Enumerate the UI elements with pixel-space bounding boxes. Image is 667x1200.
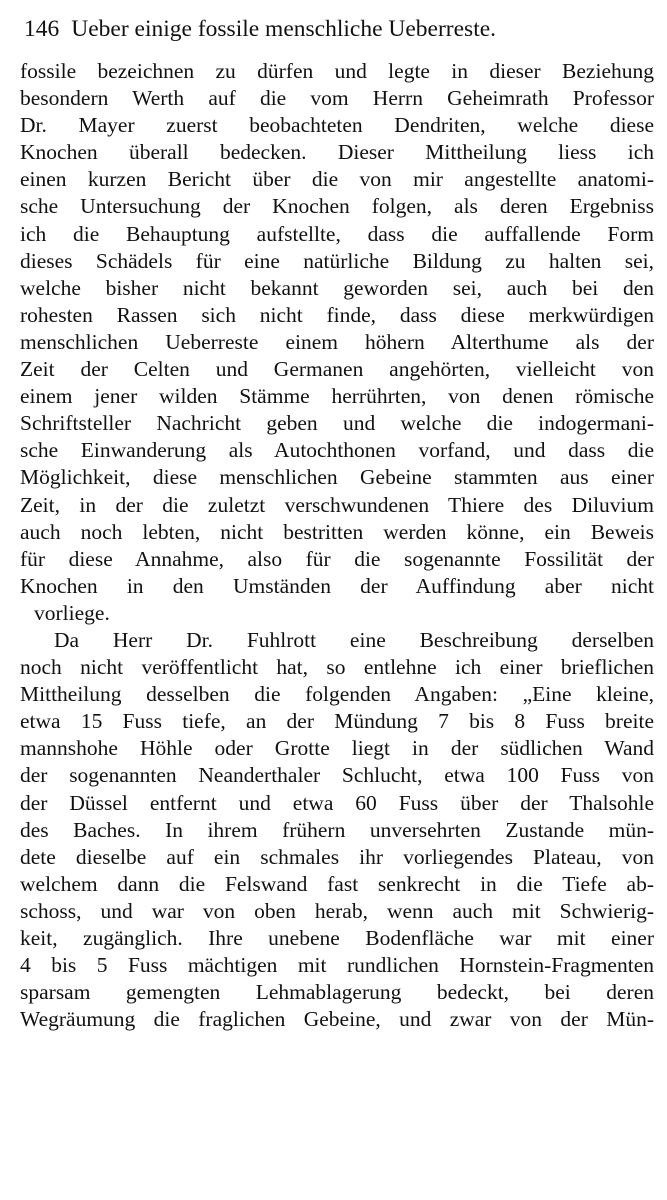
- text-line: für diese Annahme, also für die sogenannte Fossilität der: [20, 546, 654, 571]
- text-line: Zeit der Celten und Germanen angehörten, vielleicht von: [20, 357, 654, 382]
- text-line: Dr. Mayer zuerst beobachteten Dendriten, welche diese: [20, 113, 654, 138]
- text-line: menschlichen Ueberreste einem höhern Alterthume als der: [20, 329, 654, 354]
- text-line: einem jener wilden Stämme herrührten, von denen römische: [20, 384, 654, 409]
- text-line: rohesten Rassen sich nicht finde, dass diese merkwürdigen: [20, 302, 654, 327]
- page-number: 146: [24, 16, 60, 42]
- text-line: Mittheilung desselben die folgenden Angaben: „Eine kleine,: [20, 682, 654, 707]
- text-line: 4 bis 5 Fuss mächtigen mit rundlichen Hornstein-Fragmenten: [20, 953, 654, 978]
- text-line: einen kurzen Bericht über die von mir angestellte anatomi-: [20, 167, 654, 192]
- text-line: welche bisher nicht bekannt geworden sei, auch bei den: [20, 275, 654, 300]
- text-line: der Düssel entfernt und etwa 60 Fuss über der Thalsohle: [20, 790, 654, 815]
- running-header: [24, 12, 644, 46]
- text-line: dete dieselbe auf ein schmales ihr vorliegendes Plateau, von: [20, 844, 654, 869]
- text-line: Da Herr Dr. Fuhlrott eine Beschreibung derselben: [54, 627, 654, 652]
- text-line: sche Einwanderung als Autochthonen vorfand, und dass die: [20, 438, 654, 463]
- text-line: Wegräumung die fraglichen Gebeine, und zwar von der Mün-: [20, 1007, 654, 1032]
- text-line: etwa 15 Fuss tiefe, an der Mündung 7 bis 8 Fuss breite: [20, 709, 654, 734]
- text-line: des Baches. In ihrem frühern unversehrten Zustande mün-: [20, 817, 654, 842]
- text-line: sche Untersuchung der Knochen folgen, als deren Ergebniss: [20, 194, 654, 219]
- text-line: Schriftsteller Nachricht geben und welche die indogermani-: [20, 411, 654, 436]
- text-line: auch noch lebten, nicht bestritten werden könne, ein Beweis: [20, 519, 654, 544]
- text-line: der sogenannten Neanderthaler Schlucht, etwa 100 Fuss von: [20, 763, 654, 788]
- text-line: Knochen überall bedecken. Dieser Mittheilung liess ich: [20, 140, 654, 165]
- text-line: Zeit, in der die zuletzt verschwundenen Thiere des Diluvium: [20, 492, 654, 517]
- text-line: welchem dann die Felswand fast senkrecht in die Tiefe ab-: [20, 871, 654, 896]
- text-line: besondern Werth auf die vom Herrn Geheimrath Professor: [20, 86, 654, 111]
- text-line: vorliege.: [34, 600, 110, 625]
- text-line: mannshohe Höhle oder Grotte liegt in der südlichen Wand: [20, 736, 654, 761]
- text-line: Möglichkeit, diese menschlichen Gebeine stammten aus einer: [20, 465, 654, 490]
- text-line: Knochen in den Umständen der Auffindung aber nicht: [20, 573, 654, 598]
- text-line: keit, zugänglich. Ihre unebene Bodenfläche war mit einer: [20, 926, 654, 950]
- text-line: sparsam gemengten Lehmablagerung bedeckt, bei deren: [20, 980, 654, 1005]
- text-line: dieses Schädels für eine natürliche Bildung zu halten sei,: [20, 248, 654, 273]
- text-line: schoss, und war von oben herab, wenn auch mit Schwierig-: [20, 898, 654, 923]
- text-line: noch nicht veröffentlicht hat, so entlehne ich einer brieflichen: [20, 655, 654, 680]
- text-line: fossile bezeichnen zu dürfen und legte in dieser Beziehung: [20, 59, 654, 83]
- paragraph-2: [20, 627, 654, 1033]
- running-title: Ueber einige fossile menschliche Ueberreste.: [71, 16, 497, 42]
- text-line: ich die Behauptung aufstellte, dass die auffallende Form: [20, 221, 654, 246]
- body-text: [20, 58, 654, 1033]
- paragraph-1: [20, 58, 654, 627]
